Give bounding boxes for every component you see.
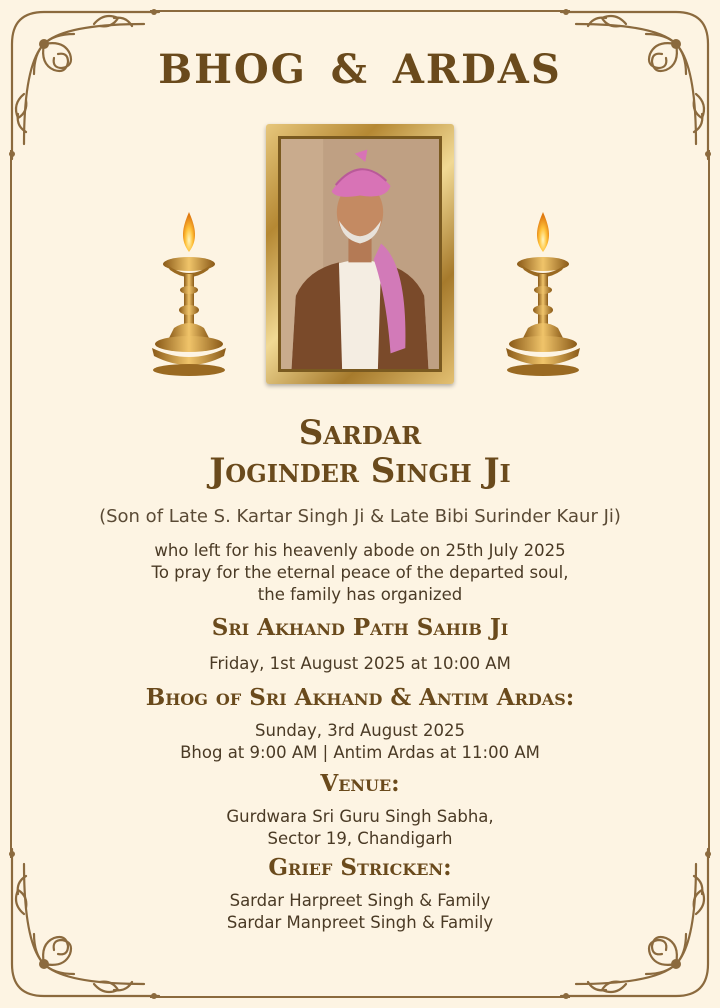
diya-lamp-icon	[144, 210, 234, 380]
abode-line: who left for his heavenly abode on 25th July 2025	[154, 541, 566, 560]
abode-message	[0, 540, 720, 606]
path-time: Friday, 1st August 2025 at 10:00 AM	[209, 654, 511, 673]
abode-line: the family has organized	[257, 585, 463, 604]
abode-line: To pray for the eternal peace of the departed soul,	[151, 563, 569, 582]
path-heading: Sri Akhand Path Sahib Ji	[211, 614, 509, 641]
border-top	[150, 10, 570, 12]
border-bottom	[150, 996, 570, 998]
bhog-details	[0, 720, 720, 764]
venue-address	[0, 806, 720, 850]
portrait-frame	[266, 124, 454, 384]
diya-lamp-icon	[498, 210, 588, 380]
grief-line: Sardar Harpreet Singh & Family	[229, 891, 491, 910]
name-line-2: Joginder Singh Ji	[209, 451, 511, 491]
bhog-date: Sunday, 3rd August 2025	[255, 721, 465, 740]
grief-heading: Grief Stricken:	[268, 854, 452, 881]
portrait-photo	[278, 136, 442, 372]
parents-line: (Son of Late S. Kartar Singh Ji & Late Bibi Surinder Kaur Ji)	[99, 506, 621, 527]
bhog-time: Bhog at 9:00 AM | Antim Ardas at 11:00 AM	[180, 743, 540, 762]
venue-heading: Venue:	[320, 770, 400, 797]
deceased-name	[0, 414, 720, 490]
grief-family-list	[0, 890, 720, 934]
venue-line: Sector 19, Chandigarh	[267, 829, 453, 848]
page-title: BHOG & ARDAS	[158, 46, 562, 93]
grief-line: Sardar Manpreet Singh & Family	[226, 913, 494, 932]
bhog-heading: Bhog of Sri Akhand & Antim Ardas:	[145, 684, 575, 711]
name-line-1: Sardar	[298, 413, 422, 453]
venue-line: Gurdwara Sri Guru Singh Sabha,	[226, 807, 494, 826]
